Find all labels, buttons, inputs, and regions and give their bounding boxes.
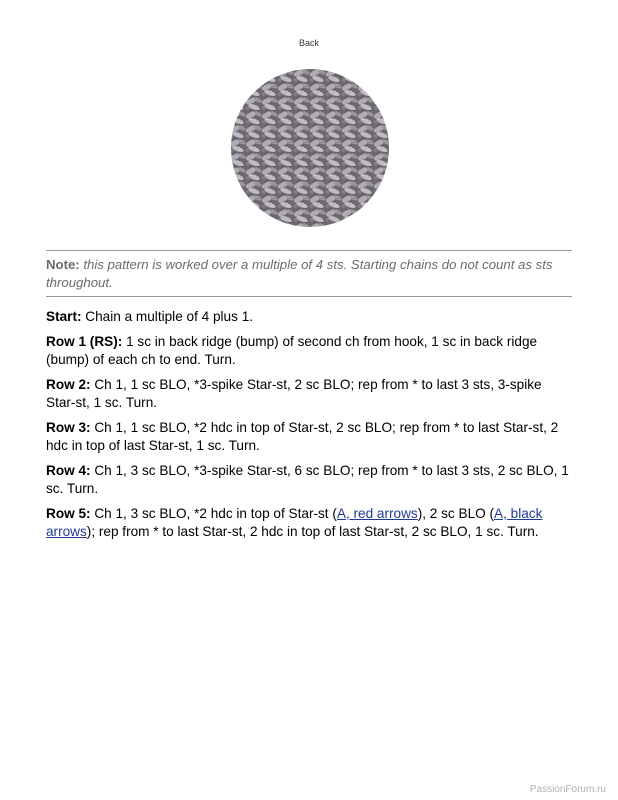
black-arrows-link[interactable]: A, black arrows (46, 505, 543, 539)
note-block (46, 256, 566, 292)
site-watermark: PassionForum.ru (529, 784, 606, 795)
red-arrows-link[interactable]: A, red arrows (336, 505, 418, 521)
row5-text-b: ), 2 sc BLO ( (417, 505, 495, 521)
note-bottom-divider (46, 296, 572, 297)
row1-text: 1 sc in back ridge (bump) of second ch from hook, 1 sc in back ridge (bump) of each ch to end. Turn. (46, 333, 538, 367)
row5-instruction (46, 505, 572, 542)
row4-instruction (46, 462, 572, 499)
row2-text: Ch 1, 1 sc BLO, *3-spike Star-st, 2 sc BLO; rep from * to last 3 sts, 3-spike Star-st, 1 sc. Turn. (46, 376, 542, 410)
start-text: Chain a multiple of 4 plus 1. (85, 309, 254, 324)
row5-text-a: Ch 1, 3 sc BLO, *2 hdc in top of Star-st ( (94, 505, 337, 521)
row2-label: Row 2: (46, 376, 91, 392)
row1-label: Row 1 (RS): (46, 333, 123, 349)
row4-label: Row 4: (46, 462, 91, 478)
row3-instruction (46, 419, 572, 456)
row1-instruction (46, 333, 572, 370)
row4-text: Ch 1, 3 sc BLO, *3-spike Star-st, 6 sc BLO; rep from * to last 3 sts, 2 sc BLO, 1 sc. Turn. (46, 462, 569, 496)
row3-label: Row 3: (46, 419, 91, 435)
figure-caption: Back (298, 38, 319, 48)
note-label: Note: (46, 257, 80, 272)
pattern-instructions (46, 308, 572, 548)
note-top-divider (46, 250, 572, 251)
start-label: Start: (46, 309, 82, 324)
row5-text-c: ); rep from * to last Star-st, 2 hdc in top of last Star-st, 2 sc BLO, 1 sc. Turn. (86, 524, 539, 539)
row2-instruction (46, 376, 572, 413)
note-text: this pattern is worked over a multiple of 4 sts. Starting chains do not count as sts throughout. (46, 257, 553, 290)
row5-label: Row 5: (46, 505, 91, 521)
knit-texture-swatch-icon (230, 68, 390, 228)
start-instruction (46, 308, 572, 327)
row3-text: Ch 1, 1 sc BLO, *2 hdc in top of Star-st, 2 sc BLO; rep from * to last Star-st, 2 hdc in top of last Star-st, 1 sc. Turn. (46, 419, 559, 453)
